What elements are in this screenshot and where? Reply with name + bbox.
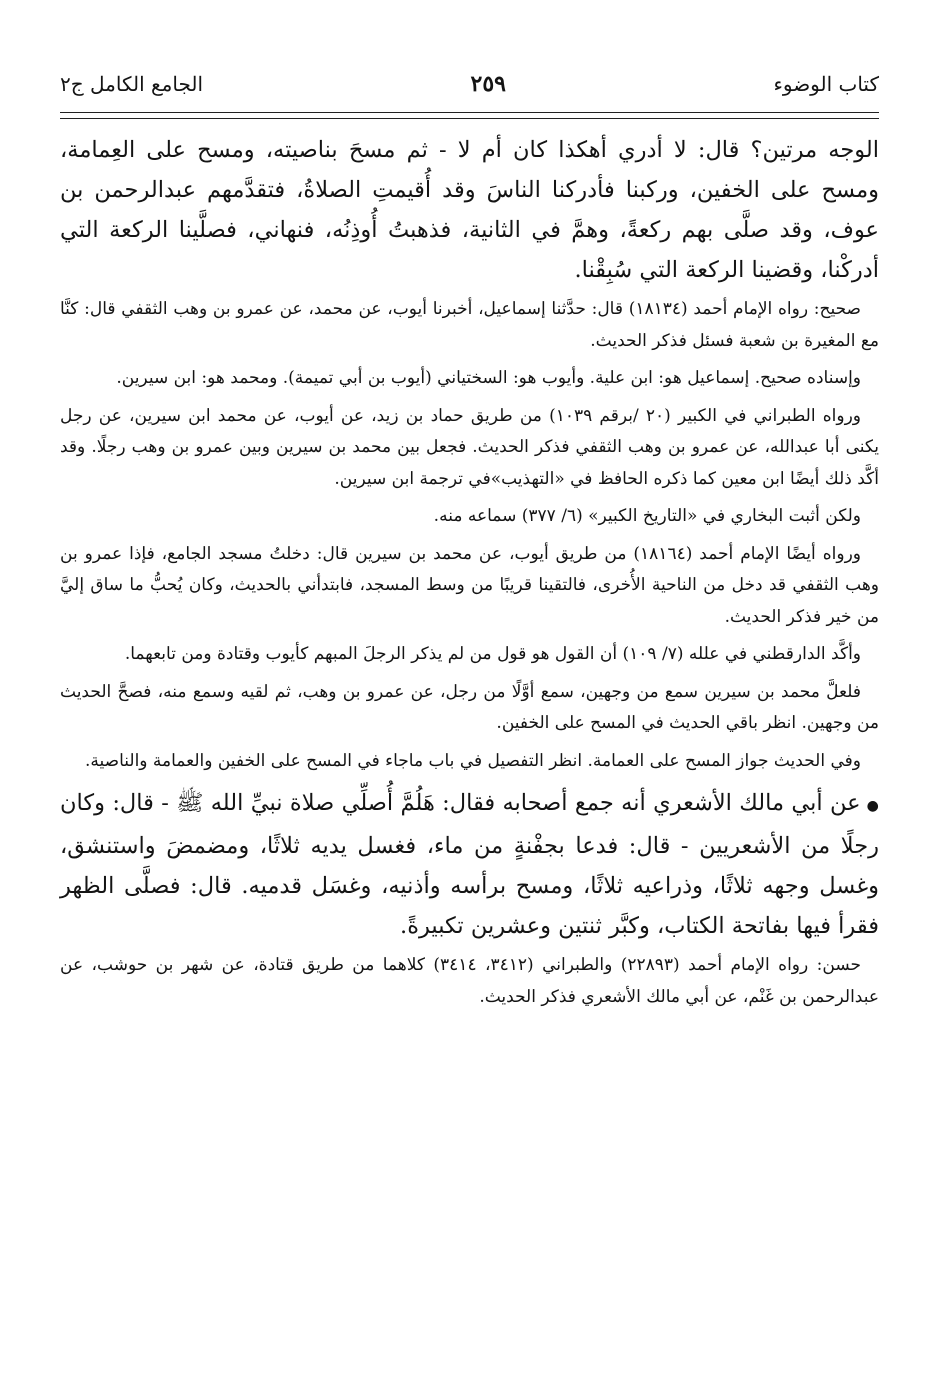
takhrij-note: ولكن أثبت البخاري في «التاريخ الكبير» (٦/ ٣٧٧) سماعه منه. xyxy=(433,506,861,526)
book-title: كتاب الوضوء xyxy=(773,72,879,96)
takhrij-note: ورواه الطبراني في الكبير (٢٠ /برقم ١٠٣٩) من طريق حماد بن زيد، عن أيوب، عن محمد ابن سيرين، عن رجل يكنى أبا عبدالله، عن عمرو بن وهب الثقفي فذكر الحديث. فجعل بين محمد بن سيرين وبين عمرو بن وهب رجلًا. وقد أكَّد ذلك أيضًا ابن معين كما ذكره الحافظ في «التهذيب»في ترجمة ابن سيرين. xyxy=(60,405,879,489)
hadith-entry xyxy=(60,783,879,946)
running-header xyxy=(60,66,879,102)
takhrij-note: وفي الحديث جواز المسح على العمامة. انظر التفصيل في باب ماجاء في المسح على الخفين والعمامة والناصية. xyxy=(85,750,861,771)
hadith-text: عن أبي مالك الأشعري أنه جمع أصحابه فقال: هَلُمَّ أُصلِّي صلاة نبيِّ الله ﷺ - قال: وكان رجلًا من الأشعريين - قال: فدعا بجفْنةٍ من ماء، فغسل يديه ثلاثًا، ومضمضَ واستنشق، وغسل وجهه ثلاثًا، وذراعيه ثلاثًا، ومسح برأسه وأذنيه، وغسَل قدميه. قال: فصلَّى الظهر فقرأ فيها بفاتحة الكتاب، وكبَّر ثنتين وعشرين تكبيرةً. xyxy=(60,790,879,939)
hadith-text: الوجه مرتين؟ قال: لا أدري أهكذا كان أم لا - ثم مسحَ بناصيته، ومسح على العِمامة، ومسح على الخفين، وركبنا فأدركنا الناسَ وقد أُقيمتِ الصلاةُ، فتقدَّمهم عبدالرحمن بن عوف، وقد صلَّى بهم ركعةً، وهمَّ في الثانية، فذهبتُ أُوذِنُه، فنهاني، فصلَّينا الركعة التي أدركْنا، وقضينا الركعة التي سُبِقْنا. xyxy=(60,137,879,283)
volume-title: الجامع الكامل ج٢ xyxy=(60,72,204,96)
takhrij-note: صحيح: رواه الإمام أحمد (١٨١٣٤) قال: حدَّثنا إسماعيل، أخبرنا أيوب، عن محمد، عن عمرو بن وهب الثقفي قال: كنَّا مع المغيرة بن شعبة فسئل فذكر الحديث. xyxy=(60,299,879,351)
takhrij-note: فلعلَّ محمد بن سيرين سمع من وجهين، سمع أوَّلًا من رجل، عن عمرو بن وهب، ثم لقيه وسمع منه، فصحَّ الحديث من وجهين. انظر باقي الحديث في المسح على الخفين. xyxy=(60,681,879,733)
takhrij-note: حسن: رواه الإمام أحمد (٢٢٨٩٣) والطبراني (٣٤١٢، ٣٤١٤) كلاهما من طريق قتادة، عن شهر بن حوشب، عن عبدالرحمن بن غَنْم، عن أبي مالك الأشعري فذكر الحديث. xyxy=(60,955,879,1007)
takhrij-note: ورواه أيضًا الإمام أحمد (١٨١٦٤) من طريق أيوب، عن محمد بن سيرين قال: دخلتُ مسجد الجامع، فإذا عمرو بن وهب الثقفي قد دخل من الناحية الأُخرى، فالتقينا قريبًا من وسط المسجد، فابتدأني بالحديث، وكان يُحبُّ ما ساق إليَّ من خير فذكر الحديث. xyxy=(60,543,879,627)
page-number: ٢٥٩ xyxy=(470,71,506,97)
page-body xyxy=(60,130,879,1019)
takhrij-note: وإسناده صحيح. إسماعيل هو: ابن علية. وأيوب هو: السختياني (أيوب بن أبي تميمة). ومحمد هو: ابن سيرين. xyxy=(116,368,861,388)
bullet-icon: ● xyxy=(866,798,879,814)
takhrij-note: وأكَّد الدارقطني في علله (٧/ ١٠٩) أن القول هو قول من لم يذكر الرجلَ المبهم كأيوب وقتادة ومن تابعهما. xyxy=(124,644,861,664)
header-rule xyxy=(60,112,879,119)
